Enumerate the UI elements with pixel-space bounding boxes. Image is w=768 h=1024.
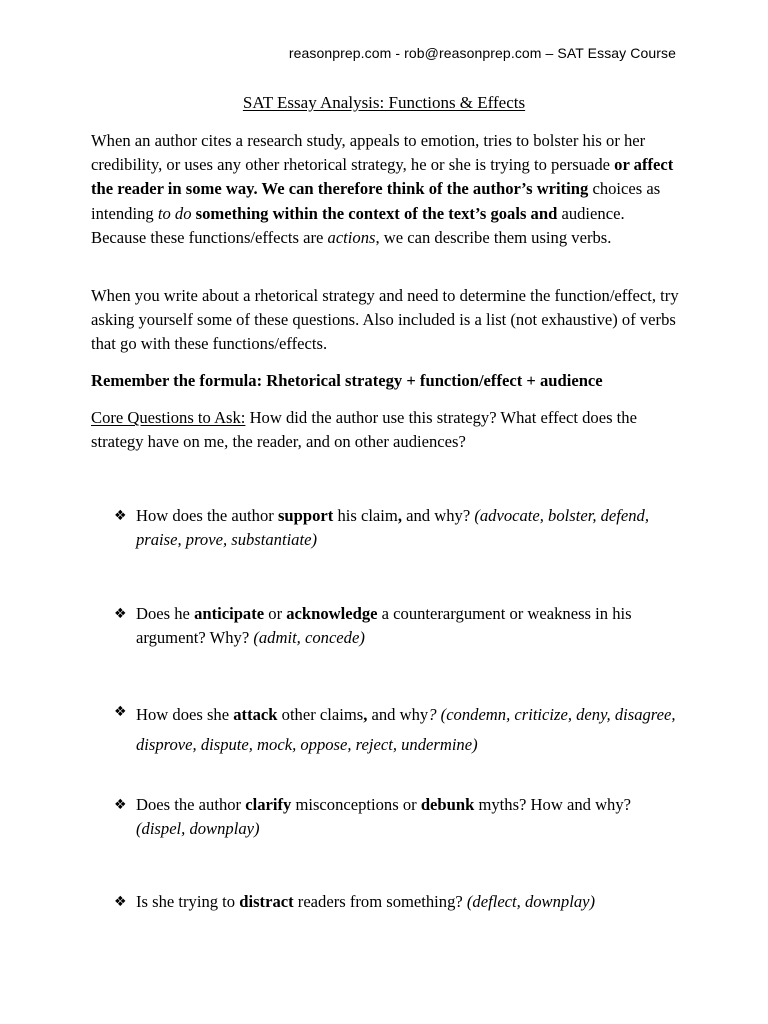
intro-text-2: choices as intending [91,179,661,223]
bullet-text [136,504,684,553]
bullet-run: Is she trying to [136,892,240,911]
core-questions-label: Core Questions to Ask: [91,408,246,427]
bullet-keyword: clarify [245,795,292,814]
bullet-run: a counterargument or weakness in his argument? Why? [136,604,632,648]
bullet-run: How does she [136,705,234,724]
intro-paragraph [91,129,683,250]
intro-text-1: When an author cites a research study, appeals to emotion, tries to bolster his or her credibility, or uses any other rhetorical strategy, he or she is trying to persuade [91,131,646,175]
bullet-verbs: (advocate, bolster, defend, praise, prove, substantiate) [136,506,649,550]
intro-text-3: audience. Because these functions/effects are [91,203,625,247]
bullet-keyword: anticipate [194,604,265,623]
bullet-item-distract [114,890,684,914]
page-title: SAT Essay Analysis: Functions & Effects [242,93,526,112]
core-questions-text: How did the author use this strategy? What effect does the strategy have on me, the reader, and on other audiences? [91,408,637,452]
intro-bold-1: or affect the reader in some way. We can therefore think of the author’s writing [91,155,674,199]
bullet-run: readers from something? [293,892,467,911]
second-paragraph: When you write about a rhetorical strategy and need to determine the function/effect, try asking yourself some of these questions. Also included is a list (not exhaustive) of verbs that go with these functions/effects. [91,286,679,354]
bullet-item-support [114,504,684,553]
core-questions [91,406,683,454]
bullet-run: his claim [333,506,398,525]
bullet-text [136,700,684,760]
bullet-run: How does the author [136,506,278,525]
bullet-item-anticipate [114,602,684,651]
diamond-bullet-icon: ❖ [114,606,127,622]
bullet-keyword: support [277,506,334,525]
diamond-bullet-icon: ❖ [114,508,127,524]
bullet-run: other claims [277,705,364,724]
bullet-run: Does he [136,604,195,623]
bullet-keyword: distract [239,892,294,911]
bullet-keyword: debunk [420,795,475,814]
bullet-text [136,890,684,914]
intro-italic-1: to do [157,203,192,223]
bullet-run: and why [367,705,429,724]
bullet-text [136,602,684,651]
diamond-bullet-icon: ❖ [114,797,127,813]
bullet-keyword: acknowledge [286,604,378,623]
bullet-verbs: ? (condemn, criticize, deny, disagree, disprove, dispute, mock, oppose, reject, undermine) [136,705,676,754]
bullet-text [136,793,684,842]
intro-italic-2: actions [327,227,376,247]
bullet-keyword: attack [233,705,278,724]
bullet-item-attack [114,700,684,760]
formula-heading: Remember the formula: Rhetorical strategy + function/effect + audience [91,371,603,390]
intro-text-4: , we can describe them using verbs. [375,227,612,247]
bullet-run: , [363,705,368,724]
bullet-run: misconceptions or [291,795,421,814]
diamond-bullet-icon: ❖ [114,704,127,720]
intro-bold-2: something within the context of the text’s goals and [191,203,558,223]
bullet-run: and why? [401,506,475,525]
bullet-verbs: (admit, concede) [253,628,365,648]
bullet-verbs: (dispel, downplay) [136,819,260,839]
bullet-run: myths? How and why? [474,795,632,814]
bullet-item-clarify [114,793,684,842]
bullet-verbs: (deflect, downplay) [466,892,596,911]
bullet-run: Does the author [136,795,246,814]
bullet-run: , [397,506,402,525]
page-header: reasonprep.com - rob@reasonprep.com – SAT Essay Course [288,45,676,61]
bullet-run: or [264,604,287,623]
diamond-bullet-icon: ❖ [114,894,127,910]
